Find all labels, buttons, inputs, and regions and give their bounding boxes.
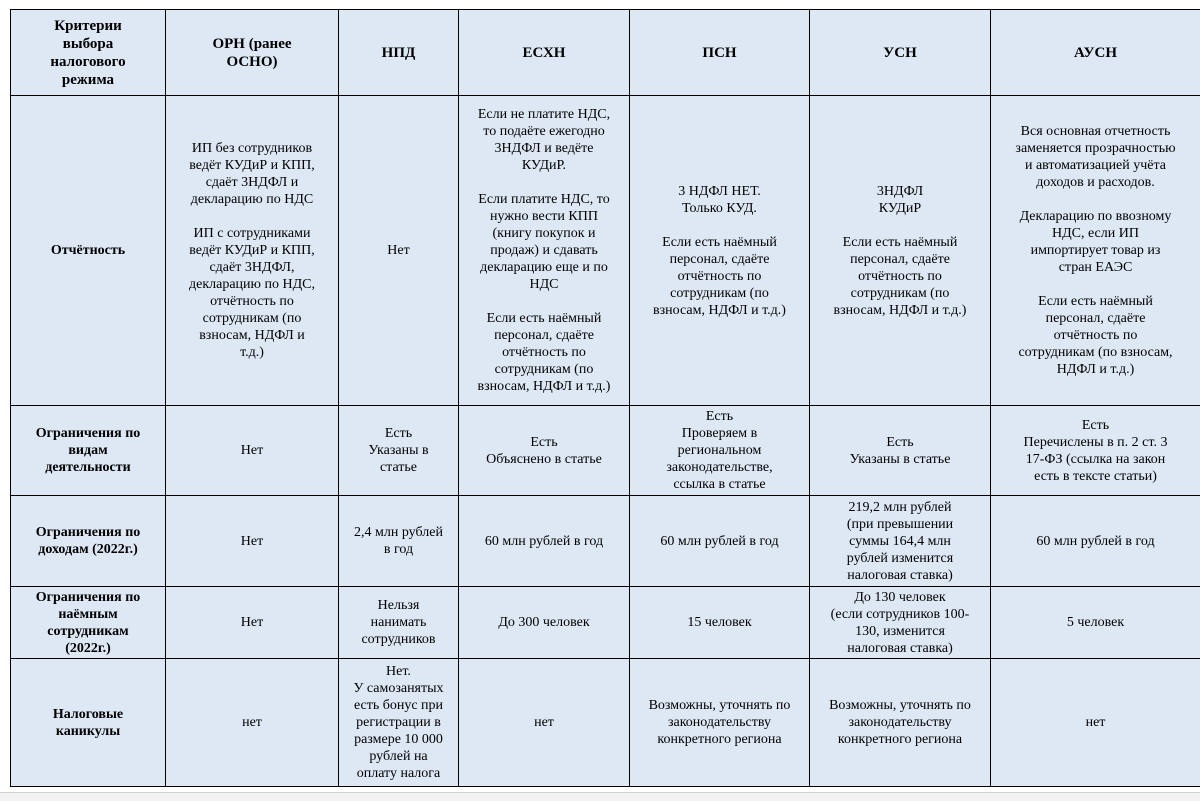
cell-activity-psn: Есть Проверяем в региональном законодательстве, ссылка в статье (630, 406, 810, 496)
cell-income-psn: 60 млн рублей в год (630, 496, 810, 587)
row-income-limits (11, 496, 1200, 587)
cell-income-eshn: 60 млн рублей в год (459, 496, 630, 587)
row-employee-limits (11, 587, 1200, 659)
row-label-reporting: Отчётность (11, 96, 166, 406)
cell-holidays-orn: нет (166, 659, 339, 787)
header-eshn: ЕСХН (459, 10, 630, 96)
row-label-activity-limits: Ограничения по видам деятельности (11, 406, 166, 496)
row-activity-limits (11, 406, 1200, 496)
cell-reporting-ausn: Вся основная отчетность заменяется прозрачностью и автоматизацией учёта доходов и расходов. Декларацию по ввозному НДС, если ИП импортирует товар из стран ЕАЭС Если есть наёмный персонал, сдаёте отчётность по сотрудникам (по взносам, НДФЛ и т.д.) (991, 96, 1200, 406)
cell-employees-eshn: До 300 человек (459, 587, 630, 659)
header-ausn: АУСН (991, 10, 1200, 96)
cell-holidays-ausn: нет (991, 659, 1200, 787)
cell-activity-eshn: Есть Объяснено в статье (459, 406, 630, 496)
header-npd: НПД (339, 10, 459, 96)
cell-income-npd: 2,4 млн рублей в год (339, 496, 459, 587)
cell-reporting-npd: Нет (339, 96, 459, 406)
cell-reporting-eshn: Если не платите НДС, то подаёте ежегодно 3НДФЛ и ведёте КУДиР. Если платите НДС, то нужно вести КПП (книгу покупок и продаж) и сдавать декларацию еще и по НДС Если есть наёмный персонал, сдаёте отчётность по сотрудникам (по взносам, НДФЛ и т.д.) (459, 96, 630, 406)
cell-holidays-npd: Нет. У самозанятых есть бонус при регистрации в размере 10 000 рублей на оплату налога (339, 659, 459, 787)
row-label-tax-holidays: Налоговые каникулы (11, 659, 166, 787)
cell-holidays-psn: Возможны, уточнять по законодательству конкретного региона (630, 659, 810, 787)
cell-income-usn: 219,2 млн рублей (при превышении суммы 164,4 млн рублей изменится налоговая ставка) (810, 496, 991, 587)
cell-activity-ausn: Есть Перечислены в п. 2 ст. 3 17-ФЗ (ссылка на закон есть в тексте статьи) (991, 406, 1200, 496)
header-row (11, 10, 1200, 96)
cell-activity-orn: Нет (166, 406, 339, 496)
header-orn: ОРН (ранее ОСНО) (166, 10, 339, 96)
cell-activity-npd: Есть Указаны в статье (339, 406, 459, 496)
cell-income-ausn: 60 млн рублей в год (991, 496, 1200, 587)
cell-employees-npd: Нельзя нанимать сотрудников (339, 587, 459, 659)
cell-reporting-orn: ИП без сотрудников ведёт КУДиР и КПП, сдаёт 3НДФЛ и декларацию по НДС ИП с сотрудниками ведёт КУДиР и КПП, сдаёт 3НДФЛ, декларацию по НДС, отчётность по сотрудникам (по взносам, НДФЛ и т.д.) (166, 96, 339, 406)
row-label-employee-limits: Ограничения по наёмным сотрудникам (2022г.) (11, 587, 166, 659)
cell-holidays-eshn: нет (459, 659, 630, 787)
header-psn: ПСН (630, 10, 810, 96)
header-criteria: Критерии выбора налогового режима (11, 10, 166, 96)
header-usn: УСН (810, 10, 991, 96)
cell-employees-ausn: 5 человек (991, 587, 1200, 659)
cell-employees-orn: Нет (166, 587, 339, 659)
cell-holidays-usn: Возможны, уточнять по законодательству конкретного региона (810, 659, 991, 787)
cell-employees-usn: До 130 человек (если сотрудников 100- 130, изменится налоговая ставка) (810, 587, 991, 659)
tax-regime-comparison-table (10, 9, 1200, 787)
row-label-income-limits: Ограничения по доходам (2022г.) (11, 496, 166, 587)
cell-employees-psn: 15 человек (630, 587, 810, 659)
cell-reporting-usn: 3НДФЛ КУДиР Если есть наёмный персонал, сдаёте отчётность по сотрудникам (по взносам, НДФЛ и т.д.) (810, 96, 991, 406)
row-reporting (11, 96, 1200, 406)
cell-activity-usn: Есть Указаны в статье (810, 406, 991, 496)
cell-income-orn: Нет (166, 496, 339, 587)
cell-reporting-psn: 3 НДФЛ НЕТ. Только КУД. Если есть наёмный персонал, сдаёте отчётность по сотрудникам (по взносам, НДФЛ и т.д.) (630, 96, 810, 406)
row-tax-holidays (11, 659, 1200, 787)
